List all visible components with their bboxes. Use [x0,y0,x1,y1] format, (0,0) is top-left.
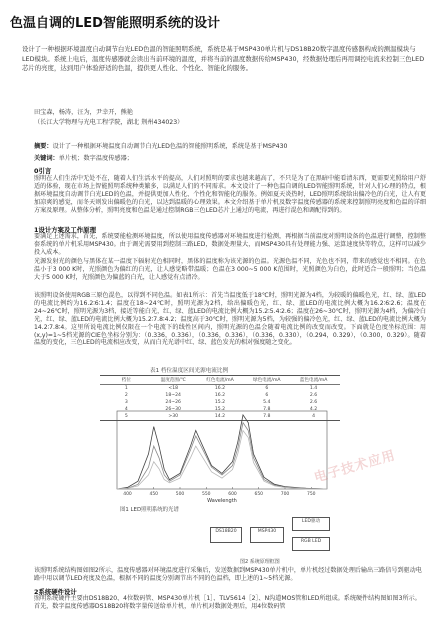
sensor-block: DS18B20 [210,527,242,543]
table-row [100,392,340,399]
page-title: 色温自调的LED智能照明系统的设计 [10,16,220,31]
table-header: 档位 [121,378,131,383]
section1-paragraph: 要满足上述需求，首先，系统要能检测环境温度，所以使用温度传感器对环境温度进行检测，再根据当前温度对照明设备的色温进行调整，控制整套系统的单片机采用MSP430。由于调光需要用到控制三路LED，数据处理量大，而MSP430具有处理能力强、运算速度快等特点，这样可以减少投入成本。 [34,233,426,256]
x-tick-label: 400 [123,492,132,497]
x-axis-label: Wavelength [207,498,237,504]
led-block: RGB LED [292,537,330,551]
x-tick-label: 450 [149,492,159,497]
table-cell: 6 [265,393,269,398]
table-cell: 15.2 [214,407,226,412]
table-cell: 2.6 [309,393,318,398]
section1-heading: 1设计方案及工作原理 [34,226,96,234]
x-tick-label: 550 [201,492,211,497]
intro-heading: 0引言 [34,167,52,175]
watermark: 电子技术应用 [312,448,398,486]
table-cell: 4.2 [309,407,318,412]
affiliation: （长江大学物理与光电工程学院，湖北 荆州434023） [34,119,184,126]
table-row [100,385,340,392]
table-header: 蓝色电流/mA [299,378,328,383]
section1-paragraph-2: 光源发射光的颜色与黑体在某一温度下辐射光色相同时，黑体的温度称为该光源的色温。光源色温不同，光色也不同，带来的感觉也不相同。在色温小于3 000 K时，光照颜色为偏红的白光，让人感觉略带温暖；色温在3 000~5 000 K范围时，光照颜色为白色，此时适合一般照明；当色温大于5 000 K时，光照颜色为偏蓝的白光，让人感觉有点清冷。 [34,258,426,281]
series-line-2 [117,423,327,489]
table-cell: 14.2 [214,414,226,419]
abstract-text: 设计了一种根据环境温度自动调节白光LED色温的智能照明系统，系统是基于MSP430 [52,143,288,150]
section2-paragraph: 照明系统硬件主要由DS18B20、4位数码管、MSP430单片机［1］、TLV5614［2］、N沟道MOS管和LED所组成。系统硬件结构图如图3所示。首先，数字温度传感器DS18B20将数字量传送给单片机，单片机对数据处理后，用4位数码管 [34,595,421,610]
authors: 田宝森，杨涛，汪为，尹幸开，熊艳 [34,109,133,116]
table-cell: 5 [124,414,128,419]
table-cell: <18 [168,386,179,391]
x-tick-label: 750 [306,492,316,497]
table-cell: 16.2 [214,386,226,391]
table-cell: 1 [124,386,128,391]
table-cell: 5.4 [263,400,271,405]
table-cell: 4 [312,414,316,419]
driver-block: LED驱动 [292,517,330,531]
tail-paragraph: 该照明系统结构图如图2所示，温度传感器对环境温度进行采集后，发送数据到MSP430单片机中，单片机经过数据处理后输出三路信号到驱动电路中用以调节LED亮度及色温，根据不同的温度分别调节出不同的色温档，即上述的1~5档光源。 [34,567,422,582]
table-cell: 7.8 [263,407,271,412]
x-tick-label: 650 [254,492,264,497]
figure1-caption: 图1 LED照明系统的光谱 [120,507,179,513]
figure2-caption: 图2 系统原理框图 [240,559,280,565]
abstract [34,143,424,152]
x-tick-label: 700 [280,492,290,497]
table-title: 表1 档位温度区间光源电流比例 [150,368,229,374]
table-cell: 2 [124,393,128,398]
table-cell: 18~24 [165,393,181,398]
series-line-3 [117,431,327,490]
keywords [34,153,133,162]
table-header-row [100,376,340,385]
table-cell: >30 [168,414,179,419]
table-cell: 6 [265,386,269,391]
section2-heading: 2系统硬件设计 [34,588,77,596]
chart-frame [117,411,327,489]
keywords-label: 关键词： [34,155,59,162]
table-cell: 3 [124,400,128,405]
spectrum-chart [95,405,335,505]
x-tick-label: 500 [175,492,185,497]
keywords-text: 单片机；数字温度传感器； [58,155,133,162]
table-header: 温度范围/℃ [160,378,186,383]
intro-paragraph: 照明在人们生活中无处不在，随着人们生活水平的提高，人们对照明的要求也越来越高了，不只是为了在黑暗中能看清东西，更需要光照给用户舒适的体验，现在市场上智能照明系统种类繁多，以满足人们的不同需求。本文设计了一种色温自调的LED智能照明系统，针对人们心理的特点，根据环境温度自动调节白光LED的色温，并提供更加人性化、个性化和智能化的服务。例如夏天炎热时，LED照明系统给出偏冷色的白光，让人有更加凉爽的感觉，而冬天则发出偏暖色的白光，以达到温暖的心理效果。本文介绍基于单片机及数字温度传感器的系统来控制照明亮度和色温的详细方案及原理。从整体分析，照明亮度和色温是通过控制RGB三色LED芯片上通过的电流，再进行混色和调配得到的。 [34,175,426,214]
table-cell: 1.4 [309,386,318,391]
table-cell: 26~30 [165,407,181,412]
table-cell: 7.8 [263,414,271,419]
table-cell: 15.2 [214,400,226,405]
section1-paragraph-3: 该照明设备使用RGB三原色混色，以得到不同色温。如表1所示：首先当温度低于18℃时，照明光源为4档，为较暖的偏暖色光，红、绿、蓝LED的电流比例约为16.2∶6∶1.4；温度在18~24℃时，照明光源为2档，给出偏暖色光，红、绿、蓝LED的电流比例大概为16.2∶6∶2.6；温度在24~26℃时，照明光源为3档，接近等能白光，红、绿、蓝LED的电流比例大概为15.2∶5.4∶2.6；温度在26~30℃时，照明光源为4档，为偏冷白光，红、绿、蓝LED的电流比例大概为15.2∶7.8∶4.2；温度高于30℃时，照明光源为5档，为较强的偏冷色光，红、绿、蓝LED的电流比例大概为14.2∶7.8∶4。这里所说电流比例仅限在一个电流下的线性区间内，照明光源的色温会随着电流比例的改变而改变。下面就是色度坐标范围：用(x,y)=1~5档光源的CIE色坐标分别为：（0.336，0.336），（0.336，0.336），（0.336，0.330），（0.294，0.329），（0.300，0.329）。随着温度的变化，三色LED的电流相应改变，从而白光光谱中红、绿、蓝色发光的相对强度随之变化。 [34,292,426,347]
abstract-label: 摘要： [34,143,53,150]
table-header: 红色电流/mA [206,378,234,383]
table-header: 绿色电流/mA [253,378,281,383]
table-cell: 2.6 [309,400,318,405]
x-tick-label: 600 [228,492,237,497]
block-diagram [210,515,330,555]
table-cell: 16.2 [214,393,226,398]
lead-paragraph: 设计了一种根据环境温度自动调节白光LED色温的智能照明系统，系统是基于MSP430单片机与DS18B20数字温度传感器构成的测温模块与LED模块。系统上电后，温度传感器就会读出当前环境的温度，并将当前的温度数据传给MSP430，经数据处理后再用调控电流来控制三色LED芯片的亮度，达到用户体验舒适的色温，提供更人性化、个性化、智能化的服务。 [22,45,425,73]
mcu-block: MSP430 [250,527,284,543]
table-cell: 24~26 [165,400,181,405]
table-cell: 4 [124,407,128,412]
